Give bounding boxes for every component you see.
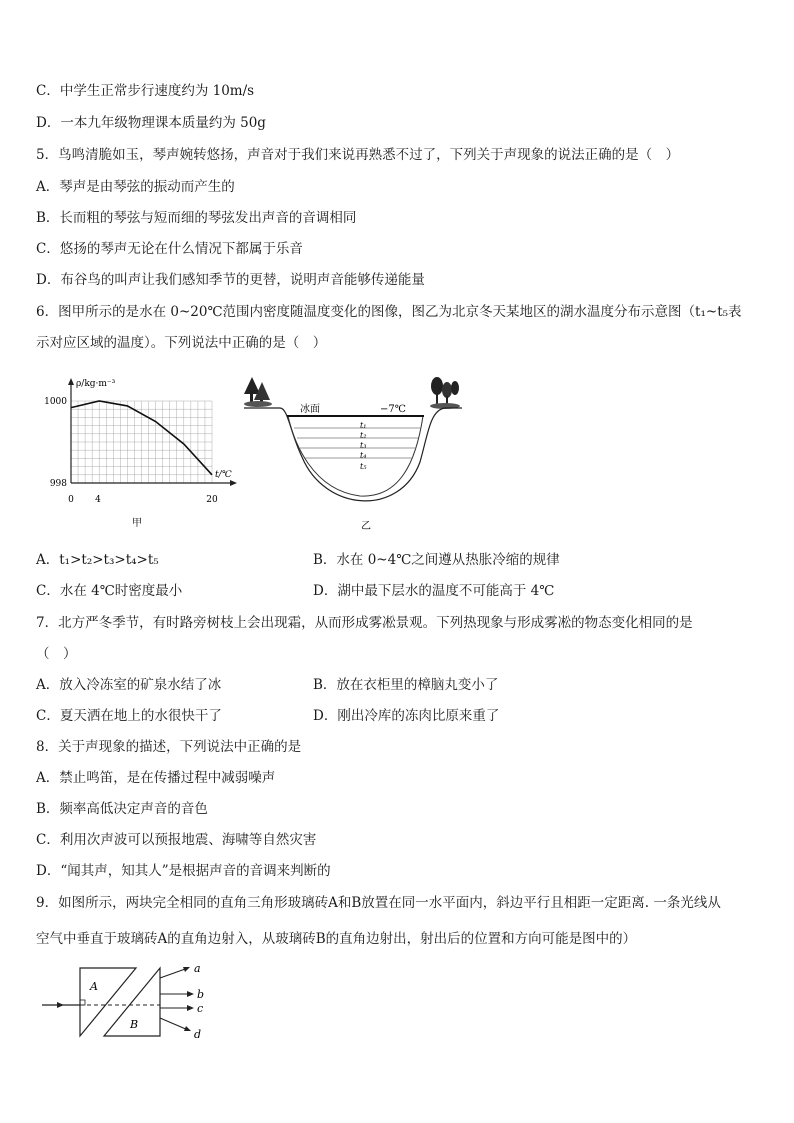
q4-option-d: D．一本九年级物理课本质量约为 50g: [36, 115, 266, 131]
q6-option-a: A．t₁>t₂>t₃>t₄>t₅: [36, 552, 159, 568]
q8-option-b: B．频率高低决定声音的音色: [36, 801, 208, 817]
q7-option-c: C．夏天洒在地上的水很快干了: [36, 708, 222, 724]
q8-option-a: A．禁止鸣笛，是在传播过程中减弱噪声: [36, 770, 276, 786]
right-trees-icon: [430, 377, 460, 409]
x-tick-20: 20: [206, 495, 218, 505]
q7-stem-line1: 7．北方严冬季节，有时路旁树枝上会出现霜，从而形成雾凇景观。下列热现象与形成雾凇的物态变化相同的是: [36, 615, 693, 631]
x-axis-label: t/℃: [215, 470, 232, 480]
incident-ray-arrow: [57, 1002, 64, 1008]
x-axis-arrow: [230, 480, 237, 486]
q7-stem-line2: （ ）: [36, 646, 77, 662]
prism-b-label: B: [130, 1018, 139, 1031]
q5-option-b: B．长而粗的琴弦与短而细的琴弦发出声音的音调相同: [36, 210, 357, 226]
q6-option-c: C．水在 4℃时密度最小: [36, 583, 183, 599]
layer-label-t2: t₂: [360, 431, 367, 440]
ray-d: [160, 1018, 188, 1030]
layer-label-t5: t₅: [360, 462, 367, 471]
ray-b-arrow: [187, 991, 194, 997]
q8-option-d: D．“闻其声，知其人”是根据声音的音调来判断的: [36, 863, 331, 879]
q7-option-d: D．刚出冷库的冻肉比原来重了: [313, 708, 500, 724]
y-axis-label: ρ/kg·m⁻³: [76, 379, 116, 389]
layer-label-t4: t₄: [360, 451, 367, 460]
q5-stem: 5．鸟鸣清脆如玉，琴声婉转悠扬，声音对于我们来说再熟悉不过了，下列关于声现象的说法正确的是（ ）: [36, 147, 680, 163]
prism-a-label: A: [90, 980, 98, 993]
lake-bank-outer: [244, 408, 462, 501]
layer-label-t3: t₃: [360, 441, 367, 450]
figure-caption-yi: 乙: [361, 521, 371, 532]
lake-temperature-diagram: [240, 372, 465, 534]
ray-a-arrow: [183, 967, 190, 972]
ice-label: 冰面: [300, 404, 320, 415]
ray-d-arrow: [184, 1026, 191, 1031]
q5-option-c: C．悠扬的琴声无论在什么情况下都属于乐音: [36, 241, 303, 257]
y-tick-1000: 1000: [44, 397, 67, 407]
density-temperature-chart: [30, 374, 245, 532]
q8-option-c: C．利用次声波可以预报地震、海啸等自然灾害: [36, 832, 317, 848]
glass-prisms-figure: [38, 960, 218, 1042]
left-trees-icon: [244, 377, 272, 407]
q9-stem-line1: 9．如图所示，两块完全相同的直角三角形玻璃砖A和B放置在同一水平面内，斜边平行且相距一定距离. 一条光线从: [36, 895, 721, 911]
right-angle-mark: [80, 1000, 85, 1005]
ray-c-arrow: [187, 1005, 194, 1011]
layer-label-t1: t₁: [360, 421, 367, 430]
q4-option-c: C．中学生正常步行速度约为 10m/s: [36, 83, 255, 99]
prism-a-shape: [80, 968, 139, 1036]
q5-option-a: A．琴声是由琴弦的振动而产生的: [36, 179, 235, 195]
q9-stem-line2: 空气中垂直于玻璃砖A的直角边射入，从玻璃砖B的直角边射出，射出后的位置和方向可能是图中的）: [36, 931, 637, 947]
x-tick-0: 0: [68, 495, 74, 505]
q7-option-a: A．放入冷冻室的矿泉水结了冰: [36, 677, 222, 693]
q6-option-b: B．水在 0~4℃之间遵从热胀冷缩的规律: [313, 552, 560, 568]
q7-option-b: B．放在衣柜里的樟脑丸变小了: [313, 677, 499, 693]
q5-option-d: D．布谷鸟的叫声让我们感知季节的更替，说明声音能够传递能量: [36, 272, 425, 288]
ray-label-a: a: [194, 962, 201, 975]
x-tick-4: 4: [95, 495, 101, 505]
ray-label-c: c: [197, 1002, 204, 1015]
ray-a: [160, 968, 188, 978]
q6-option-d: D．湖中最下层水的温度不可能高于 4℃: [313, 583, 555, 599]
ray-label-b: b: [197, 988, 205, 1001]
q6-stem-line2: 示对应区域的温度）。下列说法中正确的是（ ）: [36, 335, 327, 351]
ray-label-d: d: [194, 1028, 202, 1041]
figure-caption-jia: 甲: [132, 518, 142, 529]
y-tick-998: 998: [49, 479, 67, 489]
air-temp-label: −7℃: [380, 404, 406, 415]
q8-stem: 8．关于声现象的描述，下列说法中正确的是: [36, 739, 302, 755]
q6-stem-line1: 6．图甲所示的是水在 0~20℃范围内密度随温度变化的图像，图乙为北京冬天某地区的湖水温度分布示意图（t₁~t₅表: [36, 304, 742, 320]
y-axis-arrow: [68, 378, 74, 385]
